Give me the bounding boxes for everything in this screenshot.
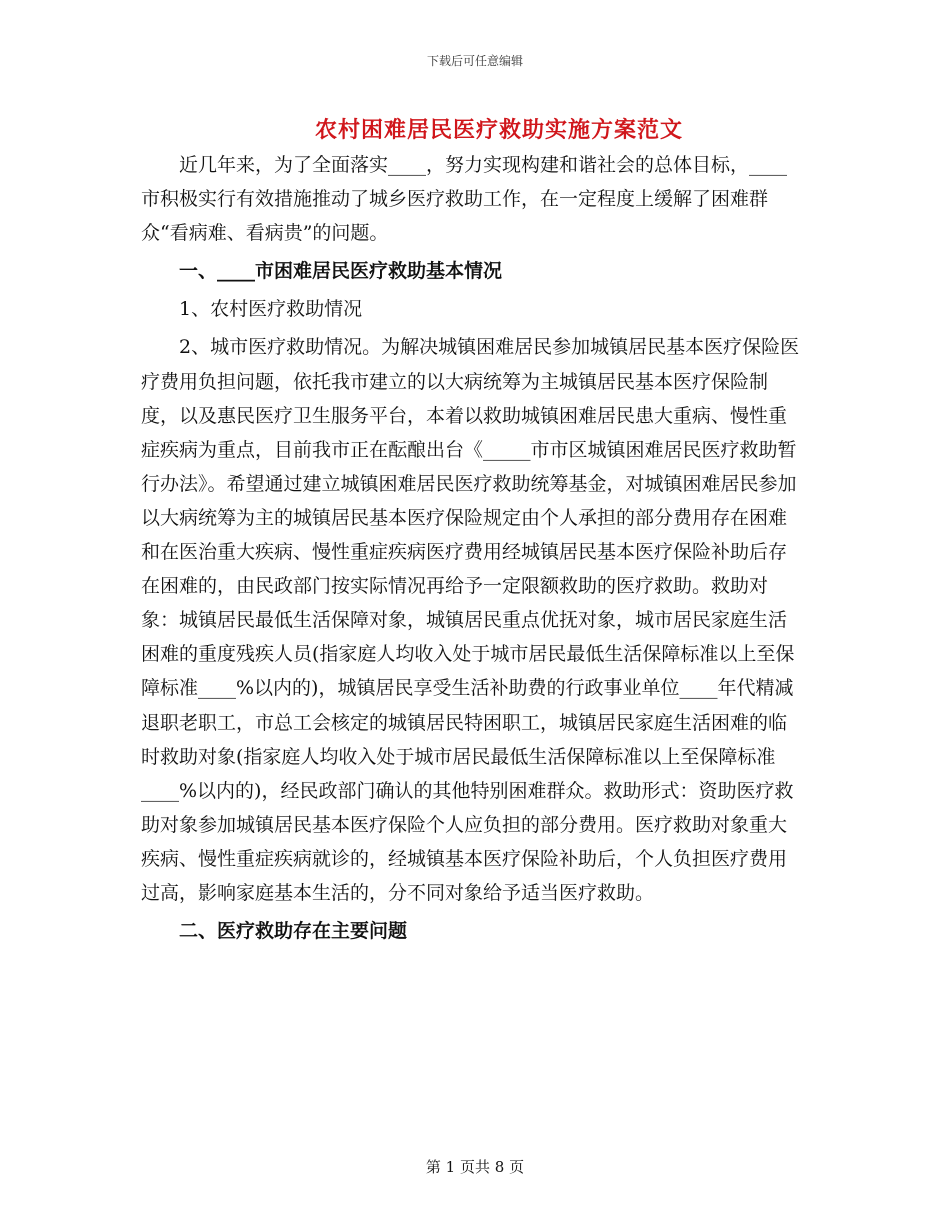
section-heading-2: 二、医疗救助存在主要问题 [179, 920, 408, 943]
header-note: 下载后可任意编辑 [426, 54, 523, 68]
list-item-rural: 1、农村医疗救助情况 [179, 298, 363, 321]
section-heading-1: 一、____市困难居民医疗救助基本情况 [179, 260, 503, 283]
list-item-urban: 2、城市医疗救助情况。为解决城镇困难居民参加城镇居民基本医疗保险医疗费用负担问题，依托我市建立的以大病统筹为主城镇居民基本医疗保险制度，以及惠民医疗卫生服务平台，本着以救助城镇困难居民患大重病、慢性重症疾病为重点，目前我市正在酝酿出台《_____市市区城镇困难居民医疗救助暂行办法》。希望通过建立城镇困难居民医疗救助统筹基金，对城镇困难居民参加以大病统筹为主的城镇居民基本医疗保险规定由个人承担的部分费用存在困难和在医治重大疾病、慢性重症疾病医疗费用经城镇居民基本医疗保险补助后存在困难的，由民政部门按实际情况再给予一定限额救助的医疗救助。救助对象：城镇居民最低生活保障对象，城镇居民重点优抚对象，城市居民家庭生活困难的重度残疾人员(指家庭人均收入处于城市居民最低生活保障标准以上至保障标准____%以内的)，城镇居民享受生活补助费的行政事业单位____年代精减退职老职工，市总工会核定的城镇居民特困职工，城镇居民家庭生活困难的临时救助对象(指家庭人均收入处于城市居民最低生活保障标准以上至保障标准____%以内的)，经民政部门确认的其他特别困难群众。救助形式：资助医疗救助对象参加城镇居民基本医疗保险个人应负担的部分费用。医疗救助对象重大疾病、慢性重症疾病就诊的，经城镇基本医疗保险补助后，个人负担医疗费用过高，影响家庭基本生活的，分不同对象给予适当医疗救助。 [141, 336, 800, 904]
intro-paragraph: 近几年来，为了全面落实____，努力实现构建和谐社会的总体目标，____市积极实行有效措施推动了城乡医疗救助工作，在一定程度上缓解了困难群众“看病难、看病贵”的问题。 [141, 154, 788, 245]
page-footer: 第 1 页共 8 页 [425, 1158, 525, 1176]
document-title: 农村困难居民医疗救助实施方案范文 [314, 117, 683, 143]
document-body [141, 148, 801, 948]
